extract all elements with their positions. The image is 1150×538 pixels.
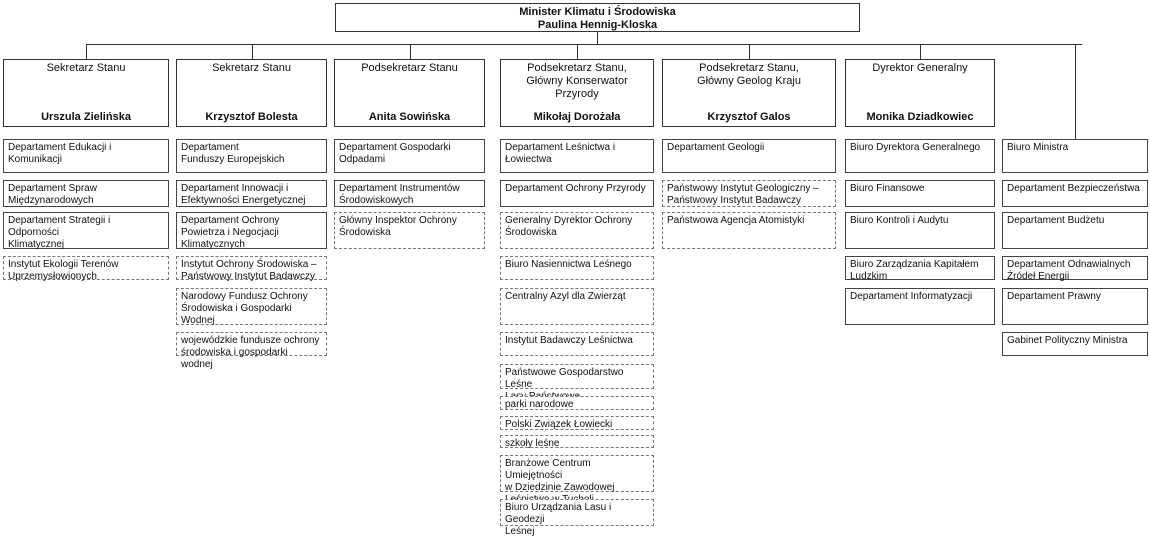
- head-box: [334, 59, 485, 127]
- unit-box: Instytut Ekologii Terenów Uprzemysłowionych: [3, 256, 169, 280]
- head-box: [176, 59, 327, 127]
- unit-box: Państwowa Agencja Atomistyki: [662, 212, 836, 249]
- head-person: Krzysztof Bolesta: [205, 111, 298, 123]
- unit-box: Branżowe Centrum Umiejętności w Dziedzinie Zawodowej: [500, 455, 654, 492]
- unit-box: parki narodowe: [500, 396, 654, 410]
- connector-top: [597, 32, 598, 44]
- head-person: Anita Sowińska: [368, 111, 451, 123]
- unit-box: Departament Geologii: [662, 139, 836, 173]
- head-box: [3, 59, 169, 127]
- head-person: Krzysztof Galos: [707, 111, 791, 123]
- head-role: Dyrektor Generalny: [872, 62, 968, 74]
- unit-box: Biuro Ministra: [1002, 139, 1148, 173]
- connector-drop: [86, 44, 87, 59]
- unit-box: Departament Ochrony Przyrody: [500, 180, 654, 207]
- unit-box: Biuro Nasiennictwa Leśnego: [500, 256, 654, 280]
- unit-box: Departament Edukacji i Komunikacji: [3, 139, 169, 173]
- head-role: Sekretarz Stanu: [212, 62, 291, 74]
- head-role: Podsekretarz Stanu, Główny Konserwator Przyrody: [526, 62, 628, 100]
- connector-drop: [1075, 44, 1076, 139]
- head-role: Podsekretarz Stanu, Główny Geolog Kraju: [697, 62, 801, 87]
- connector-drop: [410, 44, 411, 59]
- unit-box: Narodowy Fundusz Ochrony Środowiska i Gospodarki Wodnej: [176, 288, 327, 325]
- unit-box: Państwowe Gospodarstwo Leśne: [500, 364, 654, 389]
- unit-box: Polski Związek Łowiecki: [500, 416, 654, 430]
- unit-box: Departament Bezpieczeństwa: [1002, 180, 1148, 207]
- unit-box: Biuro Dyrektora Generalnego: [845, 139, 995, 173]
- unit-box: Departament Innowacji i Efektywności Energetycznej: [176, 180, 327, 207]
- unit-box: Państwowy Instytut Geologiczny – Państwowy Instytut Badawczy: [662, 180, 836, 207]
- unit-box: Gabinet Polityczny Ministra: [1002, 332, 1148, 356]
- unit-box: Departament Gospodarki Odpadami: [334, 139, 485, 173]
- head-person: Monika Dziadkowiec: [866, 111, 974, 123]
- unit-box: Departament Leśnictwa i Łowiectwa: [500, 139, 654, 173]
- unit-box: Departament Funduszy Europejskich: [176, 139, 327, 173]
- head-box: [662, 59, 836, 127]
- unit-box: Departament Instrumentów Środowiskowych: [334, 180, 485, 207]
- head-role: Podsekretarz Stanu: [361, 62, 458, 74]
- connector-drop: [252, 44, 253, 59]
- unit-box: Biuro Urządzania Lasu i Geodezji Leśnej: [500, 499, 654, 526]
- unit-box: szkoły leśne: [500, 435, 654, 448]
- unit-box: Instytut Ochrony Środowiska – Państwowy Instytut Badawczy: [176, 256, 327, 280]
- unit-box: Biuro Zarządzania Kapitałem Ludzkim: [845, 256, 995, 280]
- unit-box: Główny Inspektor Ochrony Środowiska: [334, 212, 485, 249]
- connector-drop: [577, 44, 578, 59]
- minister-box: [335, 3, 860, 32]
- head-person: Mikołaj Dorożała: [533, 111, 621, 123]
- unit-box: Biuro Kontroli i Audytu: [845, 212, 995, 249]
- unit-box: Instytut Badawczy Leśnictwa: [500, 332, 654, 356]
- unit-box: Departament Ochrony Powietrza i Negocjacji Klimatycznych: [176, 212, 327, 249]
- unit-box: Departament Informatyzacji: [845, 288, 995, 325]
- head-box: [500, 59, 654, 127]
- head-box: [845, 59, 995, 127]
- unit-box: Departament Strategii i Odporności Klimatycznej: [3, 212, 169, 249]
- connector-horizontal: [86, 44, 1082, 45]
- unit-box: Departament Budżetu: [1002, 212, 1148, 249]
- unit-box: Biuro Finansowe: [845, 180, 995, 207]
- unit-box: wojewódzkie fundusze ochrony środowiska i gospodarki wodnej: [176, 332, 327, 356]
- connector-drop: [920, 44, 921, 59]
- unit-box: Departament Spraw Międzynarodowych: [3, 180, 169, 207]
- unit-box: Departament Odnawialnych Źródeł Energii: [1002, 256, 1148, 280]
- unit-box: Centralny Azyl dla Zwierząt: [500, 288, 654, 325]
- unit-box: Generalny Dyrektor Ochrony Środowiska: [500, 212, 654, 249]
- head-person: Urszula Zielińska: [41, 111, 131, 123]
- connector-drop: [749, 44, 750, 59]
- unit-box: Departament Prawny: [1002, 288, 1148, 325]
- head-role: Sekretarz Stanu: [46, 62, 126, 74]
- minister-name: Paulina Hennig-Kloska: [537, 19, 658, 31]
- minister-title: Minister Klimatu i Środowiska: [519, 6, 676, 18]
